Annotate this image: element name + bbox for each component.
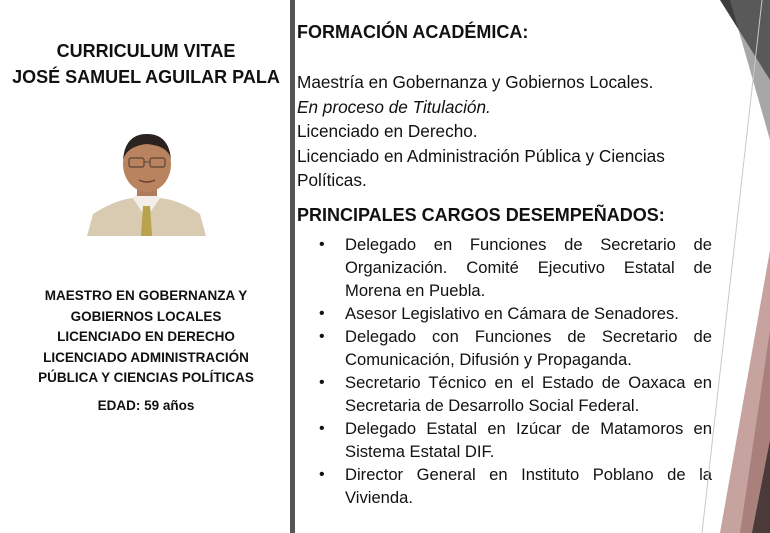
credential-line: PÚBLICA Y CIENCIAS POLÍTICAS: [38, 370, 254, 385]
bullet-icon: •: [319, 373, 325, 391]
position-text: Delegado Estatal en Izúcar de Matamoros en Sistema Estatal DIF.: [345, 418, 712, 461]
age-label: EDAD: 59 años: [97, 398, 195, 413]
list-item: [297, 302, 712, 325]
portrait-image: [85, 126, 208, 236]
left-column: [0, 0, 292, 533]
list-item: [297, 463, 712, 509]
list-item: [297, 233, 712, 302]
education-item: Maestría en Gobernanza y Gobiernos Locales.: [297, 72, 654, 92]
education-list: [297, 70, 712, 193]
decorative-stripes: [700, 0, 770, 533]
right-column: [297, 20, 712, 509]
list-item: [297, 325, 712, 371]
positions-list: [297, 233, 712, 509]
position-text: Director General en Instituto Poblano de la Vivienda.: [345, 464, 712, 507]
education-heading: FORMACIÓN ACADÉMICA:: [297, 22, 529, 42]
education-item: En proceso de Titulación.: [297, 96, 491, 117]
credentials-block: [18, 286, 274, 389]
bullet-icon: •: [319, 419, 325, 437]
education-item: Licenciado en Administración Pública y Ciencias Políticas.: [297, 145, 665, 190]
position-text: Asesor Legislativo en Cámara de Senadores.: [345, 303, 679, 323]
column-divider: [290, 0, 295, 533]
list-item: [297, 417, 712, 463]
cv-title: [0, 38, 292, 90]
list-item: [297, 371, 712, 417]
portrait-photo: [85, 126, 208, 236]
position-text: Delegado en Funciones de Secretario de Organización. Comité Ejecutivo Estatal de Morena en Puebla.: [345, 234, 712, 300]
cv-title-line: CURRICULUM VITAE: [56, 41, 236, 61]
person-name: JOSÉ SAMUEL AGUILAR PALA: [12, 67, 280, 87]
positions-heading: PRINCIPALES CARGOS DESEMPEÑADOS:: [297, 204, 665, 225]
bullet-icon: •: [319, 235, 325, 253]
credential-line: LICENCIADO ADMINISTRACIÓN: [43, 349, 249, 365]
education-item: Licenciado en Derecho.: [297, 121, 478, 141]
position-text: Delegado con Funciones de Secretario de Comunicación, Difusión y Propaganda.: [345, 326, 712, 369]
bullet-icon: •: [319, 465, 325, 483]
credential-line: GOBIERNOS LOCALES: [70, 308, 222, 324]
position-text: Secretario Técnico en el Estado de Oaxaca en Secretaria de Desarrollo Social Federal.: [345, 372, 712, 415]
bullet-icon: •: [319, 327, 325, 345]
credential-line: LICENCIADO EN DERECHO: [57, 329, 235, 344]
credential-line: MAESTRO EN GOBERNANZA Y: [44, 288, 248, 303]
bullet-icon: •: [319, 304, 325, 322]
